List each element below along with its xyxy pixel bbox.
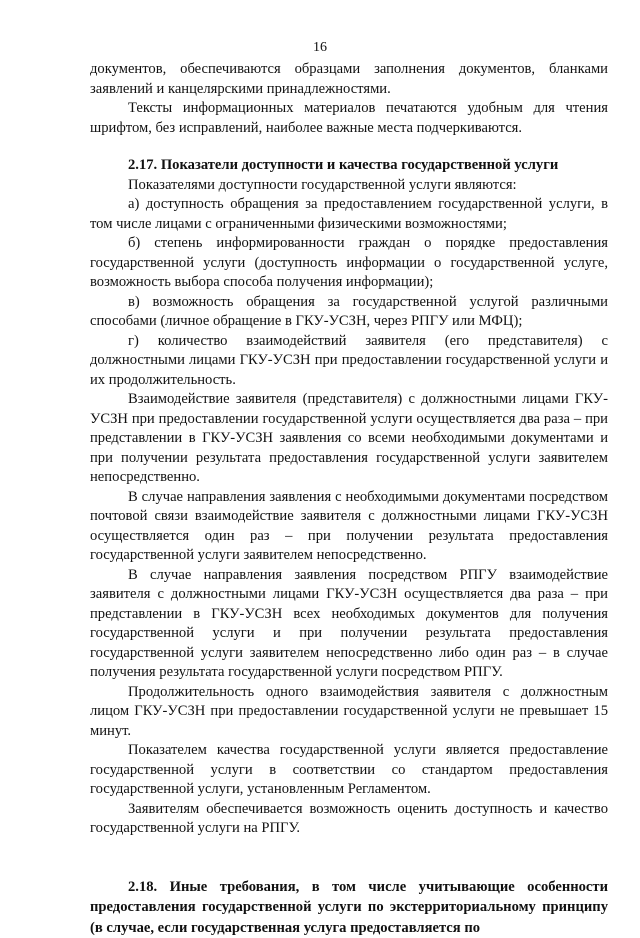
paragraph: В случае направления заявления с необходимыми документами посредством почтовой связи взаимодействие заявителя с должностными лицами ГКУ-УСЗН осуществляется один раз – при получении результата предоставления государственной услуги заявителем непосредственно.	[90, 488, 608, 566]
paragraph: Тексты информационных материалов печатаются удобным для чтения шрифтом, без исправлений, наиболее важные места подчеркиваются.	[90, 99, 608, 138]
paragraph: Показателем качества государственной услуги является предоставление государственной услуги в соответствии со стандартом предоставления государственной услуги, установленным Регламентом.	[90, 741, 608, 800]
paragraph: Продолжительность одного взаимодействия заявителя с должностным лицом ГКУ-УСЗН при предоставлении государственной услуги не превышает 15 минут.	[90, 683, 608, 742]
list-item: а) доступность обращения за предоставлением государственной услуги, в том числе лицами с ограниченными физическими возможностями;	[90, 195, 608, 234]
section-intro: Показателями доступности государственной услуги являются:	[90, 176, 608, 196]
section-heading-2-18: 2.18. Иные требования, в том числе учитывающие особенности предоставления государственной услуги по экстерриториальному принципу (в случае, если государственная услуга предоставляется по	[90, 877, 608, 938]
list-item: б) степень информированности граждан о порядке предоставления государственной услуги (доступность информации о государственной услуге, возможность выбора способа получения информации);	[90, 234, 608, 293]
section-heading-2-17: 2.17. Показатели доступности и качества государственной услуги	[90, 156, 608, 176]
page-number: 16	[0, 40, 640, 56]
document-body	[90, 60, 608, 938]
paragraph: Заявителям обеспечивается возможность оценить доступность и качество государственной услуги на РПГУ.	[90, 800, 608, 839]
list-item: г) количество взаимодействий заявителя (его представителя) с должностными лицами ГКУ-УСЗН при предоставлении государственной услуги и их продолжительность.	[90, 332, 608, 391]
paragraph: документов, обеспечиваются образцами заполнения документов, бланками заявлений и канцелярскими принадлежностями.	[90, 60, 608, 99]
list-item: в) возможность обращения за государственной услугой различными способами (личное обращение в ГКУ-УСЗН, через РПГУ или МФЦ);	[90, 293, 608, 332]
paragraph: В случае направления заявления посредством РПГУ взаимодействие заявителя с должностными лицами ГКУ-УСЗН осуществляется два раза – при представлении в ГКУ-УСЗН всех необходимых документов для получения государственной услуги и при получении результата предоставления государственной услуги заявителем непосредственно либо один раз – в случае получения результата государственной услуги посредством РПГУ.	[90, 566, 608, 683]
paragraph: Взаимодействие заявителя (представителя) с должностными лицами ГКУ-УСЗН при предоставлении государственной услуги осуществляется два раза – при представлении в ГКУ-УСЗН заявления со всеми необходимыми документами и при получении результата предоставления государственной услуги заявителем непосредственно.	[90, 390, 608, 488]
